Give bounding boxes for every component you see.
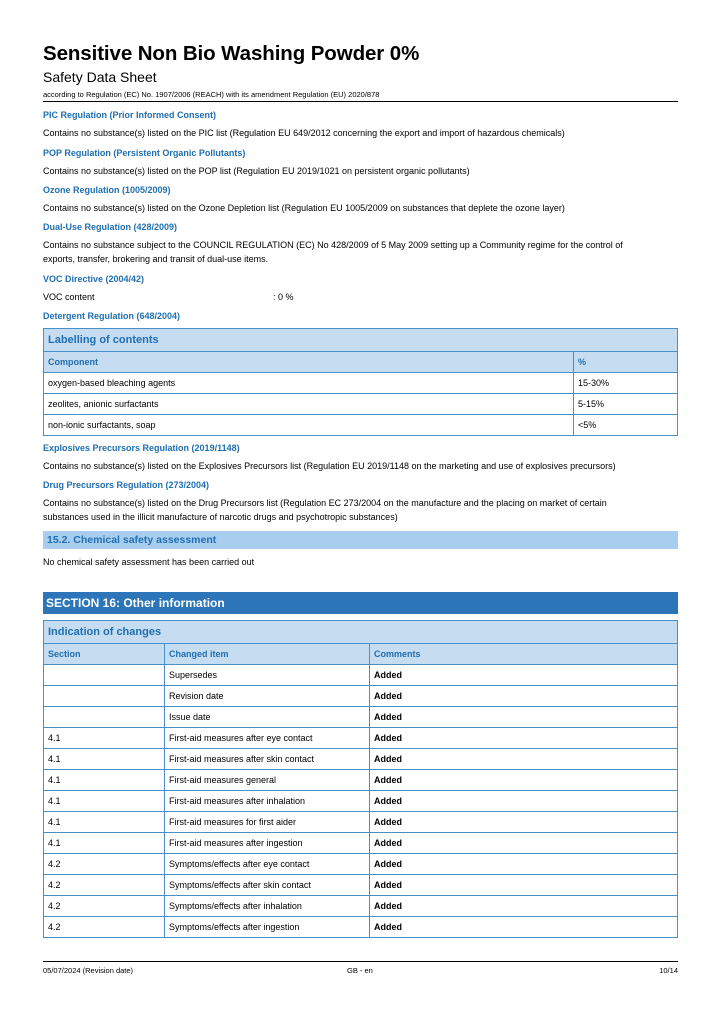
component-cell: zeolites, anionic surfactants [44,394,574,415]
comment-cell: Added [370,728,678,749]
dual-use-heading: Dual-Use Regulation (428/2009) [43,222,178,232]
section-cell: 4.1 [44,728,165,749]
section-cell: 4.1 [44,833,165,854]
comment-cell: Added [370,749,678,770]
comment-cell: Added [370,896,678,917]
footer-page-number: 10/14 [659,966,678,975]
drug-text-line1: Contains no substance(s) listed on the Drug Precursors list (Regulation EC 273/2004 on the manufacture and the placing on market of certain [43,498,607,508]
labelling-table-wrap [43,328,678,436]
comment-cell: Added [370,812,678,833]
labelling-table-title: Labelling of contents [44,329,678,352]
changes-table-body [44,665,678,938]
section-cell: 4.1 [44,791,165,812]
drug-heading: Drug Precursors Regulation (273/2004) [43,480,210,490]
comment-cell: Added [370,854,678,875]
section-cell: 4.2 [44,854,165,875]
section-cell: 4.1 [44,812,165,833]
section-cell: 4.1 [44,749,165,770]
column-header-comments: Comments [370,644,678,665]
table-row [44,791,678,812]
changed-item-cell: First-aid measures for first aider [165,812,370,833]
table-row [44,707,678,728]
changes-table-wrap [43,620,678,938]
column-header-section: Section [44,644,165,665]
column-header-component: Component [44,352,574,373]
comment-cell: Added [370,917,678,938]
section-cell: 4.2 [44,917,165,938]
column-header-changed-item: Changed item [165,644,370,665]
comment-cell: Added [370,791,678,812]
table-row [44,896,678,917]
footer-date: 05/07/2024 (Revision date) [43,966,134,975]
voc-heading: VOC Directive (2004/42) [43,274,145,284]
changed-item-cell: First-aid measures after skin contact [165,749,370,770]
table-row [44,854,678,875]
section-16-heading: SECTION 16: Other information [43,592,678,614]
pic-heading: PIC Regulation (Prior Informed Consent) [43,110,217,120]
comment-cell: Added [370,875,678,896]
chemical-safety-text: No chemical safety assessment has been carried out [43,557,255,567]
document-title: Sensitive Non Bio Washing Powder 0% [43,42,420,65]
table-row [44,686,678,707]
table-row [44,373,678,394]
column-header-percent: % [574,352,678,373]
comment-cell: Added [370,770,678,791]
changed-item-cell: Issue date [165,707,370,728]
pic-regulation [43,110,678,120]
changed-item-cell: Supersedes [165,665,370,686]
changed-item-cell: Symptoms/effects after skin contact [165,875,370,896]
comment-cell: Added [370,707,678,728]
comment-cell: Added [370,833,678,854]
changed-item-cell: Symptoms/effects after inhalation [165,896,370,917]
ozone-heading: Ozone Regulation (1005/2009) [43,185,171,195]
dual-use-text-line1: Contains no substance subject to the COUNCIL REGULATION (EC) No 428/2009 of 5 May 2009 setting up a Community regime for the control of [43,240,623,250]
pic-text: Contains no substance(s) listed on the PIC list (Regulation EU 649/2012 concerning the export and import of hazardous chemicals) [43,128,565,138]
footer-divider [43,961,678,962]
table-row [44,415,678,436]
changed-item-cell: Symptoms/effects after eye contact [165,854,370,875]
section-cell: 4.2 [44,875,165,896]
table-row [44,728,678,749]
percent-cell: 5-15% [574,394,678,415]
changed-item-cell: Symptoms/effects after ingestion [165,917,370,938]
section-cell [44,686,165,707]
table-row [44,749,678,770]
explosives-heading: Explosives Precursors Regulation (2019/1148) [43,443,240,453]
section-cell [44,665,165,686]
footer-language: GB - en [347,966,373,975]
table-row [44,875,678,896]
changes-table [43,620,678,938]
table-row [44,812,678,833]
pop-text: Contains no substance(s) listed on the POP list (Regulation EU 2019/1021 on persistent organic pollutants) [43,166,470,176]
labelling-table [43,328,678,436]
table-row [44,917,678,938]
comment-cell: Added [370,686,678,707]
explosives-text: Contains no substance(s) listed on the Explosives Precursors list (Regulation EU 2019/1148 on the marketing and use of explosives precursors) [43,461,616,471]
table-row [44,770,678,791]
percent-cell: <5% [574,415,678,436]
voc-content-value: : 0 % [273,292,294,302]
pop-heading: POP Regulation (Persistent Organic Pollutants) [43,148,246,158]
chemical-safety-heading: 15.2. Chemical safety assessment [43,531,678,549]
section-cell [44,707,165,728]
voc-content-row [43,292,678,302]
table-row [44,665,678,686]
percent-cell: 15-30% [574,373,678,394]
table-row [44,833,678,854]
changed-item-cell: First-aid measures after inhalation [165,791,370,812]
section-cell: 4.1 [44,770,165,791]
comment-cell: Added [370,665,678,686]
detergent-heading: Detergent Regulation (648/2004) [43,311,181,321]
changed-item-cell: First-aid measures after ingestion [165,833,370,854]
section-cell: 4.2 [44,896,165,917]
regulation-note: according to Regulation (EC) No. 1907/2006 (REACH) with its amendment Regulation (EU) 2020/878 [43,90,380,99]
changes-table-title: Indication of changes [44,621,678,644]
changed-item-cell: Revision date [165,686,370,707]
changed-item-cell: First-aid measures after eye contact [165,728,370,749]
document-subtitle: Safety Data Sheet [43,69,157,85]
voc-content-label: VOC content [43,292,95,302]
ozone-text: Contains no substance(s) listed on the Ozone Depletion list (Regulation EU 1005/2009 on substances that deplete the ozone layer) [43,203,565,213]
header-divider [43,101,678,102]
dual-use-text-line2: exports, transfer, brokering and transit of dual-use items. [43,254,269,264]
component-cell: non-ionic surfactants, soap [44,415,574,436]
component-cell: oxygen-based bleaching agents [44,373,574,394]
table-row [44,394,678,415]
changed-item-cell: First-aid measures general [165,770,370,791]
drug-text-line2: substances used in the illicit manufacture of narcotic drugs and psychotropic substances) [43,512,398,522]
